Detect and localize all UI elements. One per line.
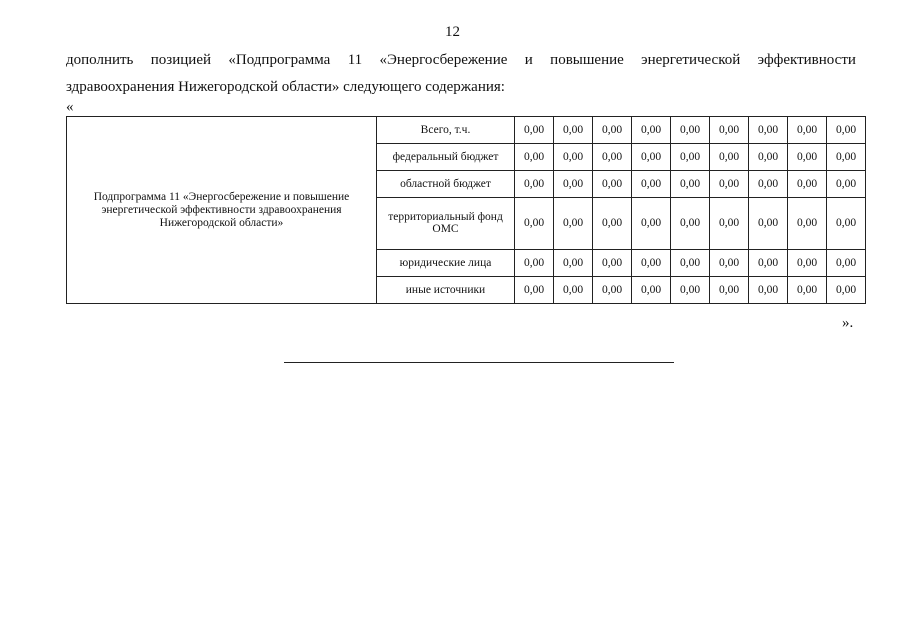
intro-line-1 [66,47,856,74]
funding-source-cell: Всего, т.ч. [377,117,515,144]
value-cell: 0,00 [827,117,866,144]
intro-line-2: здравоохранения Нижегородской области» следующего содержания: [66,79,505,95]
value-cell: 0,00 [671,276,710,303]
value-cell: 0,00 [749,144,788,171]
value-cell: 0,00 [515,117,554,144]
value-cell: 0,00 [710,171,749,198]
intro-word: 11 [347,52,363,68]
value-cell: 0,00 [671,198,710,250]
intro-word: эффективности [757,52,856,68]
value-cell: 0,00 [788,276,827,303]
funding-source-cell: иные источники [377,276,515,303]
value-cell: 0,00 [749,198,788,250]
value-cell: 0,00 [593,276,632,303]
value-cell: 0,00 [788,171,827,198]
intro-word: повышение [550,52,624,68]
value-cell: 0,00 [749,171,788,198]
value-cell: 0,00 [749,117,788,144]
value-cell: 0,00 [593,171,632,198]
divider-line [284,362,674,363]
value-cell: 0,00 [671,144,710,171]
intro-paragraph [66,47,856,101]
value-cell: 0,00 [827,198,866,250]
close-quote: ». [842,315,854,331]
funding-source-cell: областной бюджет [377,171,515,198]
value-cell: 0,00 [710,117,749,144]
value-cell: 0,00 [593,198,632,250]
value-cell: 0,00 [515,144,554,171]
intro-word: и [524,52,533,68]
value-cell: 0,00 [515,198,554,250]
page-number: 12 [445,24,460,40]
value-cell: 0,00 [788,117,827,144]
value-cell: 0,00 [593,117,632,144]
intro-word: дополнить [66,52,134,68]
value-cell: 0,00 [827,171,866,198]
value-cell: 0,00 [671,171,710,198]
value-cell: 0,00 [554,117,593,144]
intro-word: «Энергосбережение [379,52,508,68]
value-cell: 0,00 [554,171,593,198]
value-cell: 0,00 [593,144,632,171]
value-cell: 0,00 [554,276,593,303]
value-cell: 0,00 [632,198,671,250]
value-cell: 0,00 [671,249,710,276]
value-cell: 0,00 [710,249,749,276]
value-cell: 0,00 [554,249,593,276]
value-cell: 0,00 [632,171,671,198]
value-cell: 0,00 [827,276,866,303]
value-cell: 0,00 [788,144,827,171]
value-cell: 0,00 [710,198,749,250]
value-cell: 0,00 [593,249,632,276]
intro-word: «Подпрограмма [228,52,331,68]
value-cell: 0,00 [710,276,749,303]
funding-source-cell: территориальный фонд ОМС [377,198,515,250]
program-name-cell: Подпрограмма 11 «Энергосбережение и повышение энергетической эффективности здравоохранения Нижегородской области» [67,117,377,304]
table-row [67,117,866,144]
value-cell: 0,00 [554,198,593,250]
value-cell: 0,00 [788,198,827,250]
value-cell: 0,00 [788,249,827,276]
value-cell: 0,00 [827,144,866,171]
value-cell: 0,00 [515,171,554,198]
value-cell: 0,00 [827,249,866,276]
budget-table [66,116,866,304]
value-cell: 0,00 [749,249,788,276]
open-quote: « [66,99,74,115]
value-cell: 0,00 [515,249,554,276]
value-cell: 0,00 [632,276,671,303]
value-cell: 0,00 [749,276,788,303]
funding-source-cell: юридические лица [377,249,515,276]
funding-source-cell: федеральный бюджет [377,144,515,171]
intro-word: энергетической [641,52,741,68]
value-cell: 0,00 [671,117,710,144]
value-cell: 0,00 [710,144,749,171]
intro-word: позицией [150,52,212,68]
value-cell: 0,00 [632,144,671,171]
value-cell: 0,00 [632,249,671,276]
value-cell: 0,00 [515,276,554,303]
value-cell: 0,00 [554,144,593,171]
value-cell: 0,00 [632,117,671,144]
